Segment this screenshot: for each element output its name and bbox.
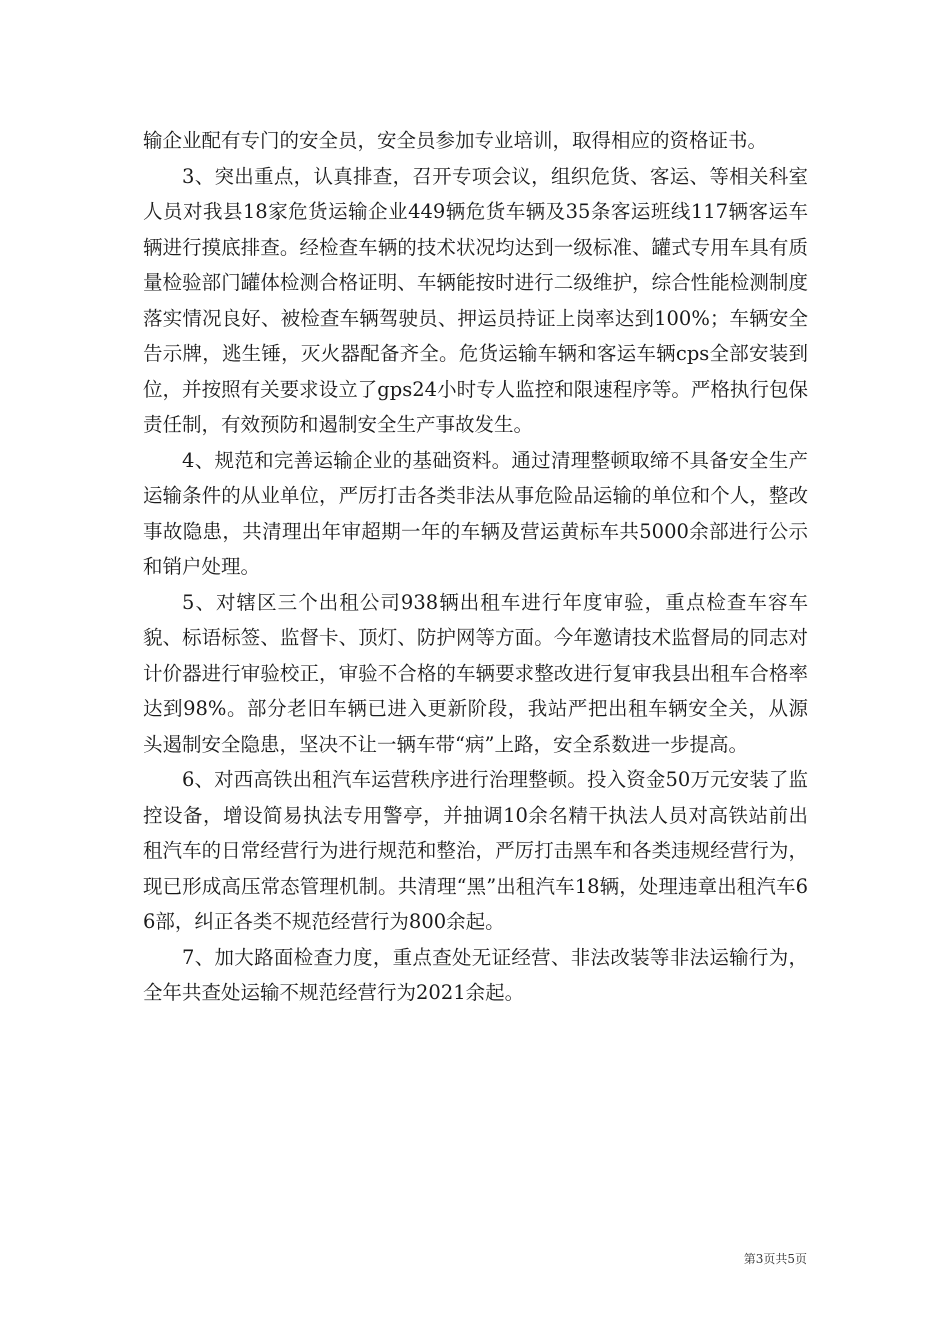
paragraph-item-6: 6、对西高铁出租汽车运营秩序进行治理整顿。投入资金50万元安装了监控设备，增设简易执法专用警亭，并抽调10余名精干执法人员对高铁站前出租汽车的日常经营行为进行规范和整治，严厉打击黑车和各类违规经营行为，现已形成高压常态管理机制。共清理“黑”出租汽车18辆，处理违章出租汽车66部，纠正各类不规范经营行为800余起。 [143, 768, 808, 933]
page-number: 第3页共5页 [743, 1252, 807, 1266]
paragraph-item-5: 5、对辖区三个出租公司938辆出租车进行年度审验，重点检查车容车貌、标语标签、监督卡、顶灯、防护网等方面。今年邀请技术监督局的同志对计价器进行审验校正，审验不合格的车辆要求整改进行复审我县出租车合格率达到98%。部分老旧车辆已进入更新阶段，我站严把出租车辆安全关，从源头遏制安全隐患，坚决不让一辆车带“病”上路，安全系数进一步提高。 [143, 590, 808, 756]
paragraph-continuation: 输企业配有专门的安全员，安全员参加专业培训，取得相应的资格证书。 [143, 129, 768, 152]
paragraph-item-7: 7、加大路面检查力度，重点查处无证经营、非法改装等非法运输行为，全年共查处运输不规范经营行为2021余起。 [143, 945, 808, 1004]
document-body [143, 123, 808, 1011]
paragraph-item-4: 4、规范和完善运输企业的基础资料。通过清理整顿取缔不具备安全生产运输条件的从业单位，严厉打击各类非法从事危险品运输的单位和个人，整改事故隐患，共清理出年审超期一年的车辆及营运黄标车共5000余部进行公示和销户处理。 [143, 448, 808, 578]
paragraph-item-3: 3、突出重点，认真排查，召开专项会议，组织危货、客运、等相关科室人员对我县18家危货运输企业449辆危货车辆及35条客运班线117辆客运车辆进行摸底排查。经检查车辆的技术状况均达到一级标准、罐式专用车具有质量检验部门罐体检测合格证明、车辆能按时进行二级维护，综合性能检测制度落实情况良好、被检查车辆驾驶员、押运员持证上岗率达到100%；车辆安全告示牌，逃生锤，灭火器配备齐全。危货运输车辆和客运车辆cps全部安装到位，并按照有关要求设立了gps24小时专人监控和限速程序等。严格执行包保责任制，有效预防和遏制安全生产事故发生。 [143, 164, 808, 436]
